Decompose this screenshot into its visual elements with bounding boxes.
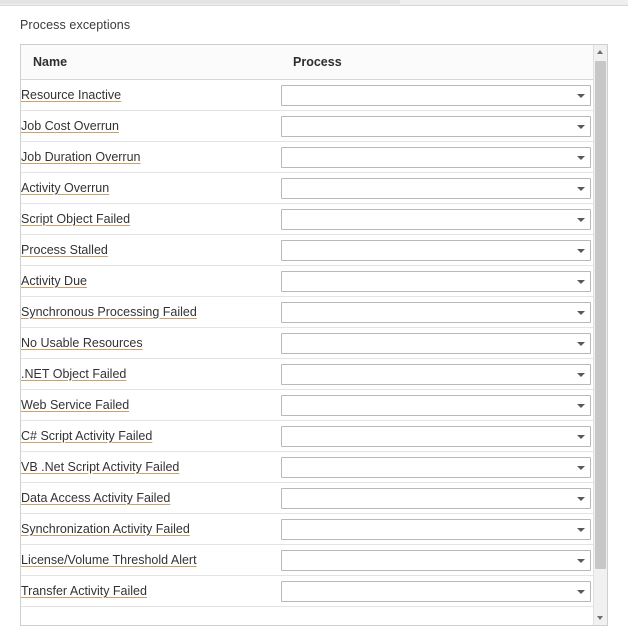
process-dropdown[interactable] bbox=[281, 147, 591, 168]
exception-name-cell bbox=[21, 483, 281, 514]
chevron-down-icon bbox=[577, 311, 585, 315]
chevron-down-icon bbox=[577, 249, 585, 253]
column-header-name: Name bbox=[21, 45, 281, 80]
process-select-cell bbox=[281, 297, 594, 328]
column-header-process: Process bbox=[281, 45, 594, 80]
process-select-cell bbox=[281, 452, 594, 483]
process-exceptions-grid bbox=[21, 45, 594, 625]
chevron-down-icon bbox=[577, 342, 585, 346]
process-select-cell bbox=[281, 483, 594, 514]
process-dropdown[interactable] bbox=[281, 240, 591, 261]
process-dropdown[interactable] bbox=[281, 426, 591, 447]
exception-name-cell bbox=[21, 514, 281, 545]
chevron-down-icon bbox=[577, 218, 585, 222]
exception-name-link[interactable]: Job Duration Overrun bbox=[21, 150, 141, 164]
scroll-up-button[interactable] bbox=[594, 45, 607, 59]
chevron-down-icon bbox=[577, 435, 585, 439]
exception-name-cell bbox=[21, 576, 281, 607]
exception-name-link[interactable]: Activity Due bbox=[21, 274, 87, 288]
table-row bbox=[21, 483, 594, 514]
exception-name-cell bbox=[21, 297, 281, 328]
process-dropdown[interactable] bbox=[281, 85, 591, 106]
process-select-cell bbox=[281, 328, 594, 359]
exception-name-cell bbox=[21, 80, 281, 111]
table-row bbox=[21, 80, 594, 111]
exception-name-cell bbox=[21, 328, 281, 359]
process-dropdown[interactable] bbox=[281, 395, 591, 416]
exception-name-link[interactable]: Data Access Activity Failed bbox=[21, 491, 171, 505]
process-select-cell bbox=[281, 545, 594, 576]
chevron-down-icon bbox=[597, 616, 603, 620]
exception-name-link[interactable]: Synchronous Processing Failed bbox=[21, 305, 197, 319]
process-dropdown[interactable] bbox=[281, 302, 591, 323]
process-select-cell bbox=[281, 514, 594, 545]
table-row bbox=[21, 452, 594, 483]
exception-name-cell bbox=[21, 545, 281, 576]
exception-name-cell bbox=[21, 266, 281, 297]
exception-name-cell bbox=[21, 173, 281, 204]
process-select-cell bbox=[281, 235, 594, 266]
scroll-down-button[interactable] bbox=[594, 611, 607, 625]
scrollbar-thumb[interactable] bbox=[595, 61, 606, 569]
process-dropdown[interactable] bbox=[281, 581, 591, 602]
process-select-cell bbox=[281, 80, 594, 111]
process-select-cell bbox=[281, 266, 594, 297]
process-dropdown[interactable] bbox=[281, 178, 591, 199]
exception-name-link[interactable]: Synchronization Activity Failed bbox=[21, 522, 190, 536]
process-dropdown[interactable] bbox=[281, 116, 591, 137]
exception-name-cell bbox=[21, 452, 281, 483]
table-row bbox=[21, 297, 594, 328]
process-dropdown[interactable] bbox=[281, 209, 591, 230]
process-dropdown[interactable] bbox=[281, 333, 591, 354]
chevron-down-icon bbox=[577, 125, 585, 129]
table-row bbox=[21, 514, 594, 545]
exception-name-link[interactable]: Script Object Failed bbox=[21, 212, 131, 226]
window-top-strip-inner bbox=[0, 0, 400, 4]
exception-name-cell bbox=[21, 235, 281, 266]
exception-name-link[interactable]: Transfer Activity Failed bbox=[21, 584, 147, 598]
grid-vertical-scrollbar[interactable] bbox=[593, 45, 607, 625]
table-row bbox=[21, 328, 594, 359]
chevron-down-icon bbox=[577, 156, 585, 160]
process-select-cell bbox=[281, 390, 594, 421]
chevron-down-icon bbox=[577, 187, 585, 191]
process-dropdown[interactable] bbox=[281, 488, 591, 509]
process-dropdown[interactable] bbox=[281, 457, 591, 478]
exception-name-link[interactable]: Resource Inactive bbox=[21, 88, 122, 102]
chevron-down-icon bbox=[577, 559, 585, 563]
exception-name-link[interactable]: No Usable Resources bbox=[21, 336, 143, 350]
window-top-strip bbox=[0, 0, 628, 6]
process-select-cell bbox=[281, 421, 594, 452]
exception-name-cell bbox=[21, 204, 281, 235]
chevron-down-icon bbox=[577, 94, 585, 98]
process-dropdown[interactable] bbox=[281, 271, 591, 292]
table-row bbox=[21, 421, 594, 452]
exception-name-link[interactable]: Process Stalled bbox=[21, 243, 108, 257]
process-select-cell bbox=[281, 576, 594, 607]
process-dropdown[interactable] bbox=[281, 550, 591, 571]
exception-name-cell bbox=[21, 111, 281, 142]
chevron-down-icon bbox=[577, 373, 585, 377]
exception-name-cell bbox=[21, 359, 281, 390]
process-dropdown[interactable] bbox=[281, 364, 591, 385]
chevron-down-icon bbox=[577, 280, 585, 284]
table-row bbox=[21, 545, 594, 576]
exception-name-cell bbox=[21, 421, 281, 452]
process-select-cell bbox=[281, 204, 594, 235]
chevron-down-icon bbox=[577, 404, 585, 408]
table-row bbox=[21, 266, 594, 297]
table-row bbox=[21, 390, 594, 421]
exception-name-link[interactable]: License/Volume Threshold Alert bbox=[21, 553, 197, 567]
exception-name-link[interactable]: .NET Object Failed bbox=[21, 367, 127, 381]
table-row bbox=[21, 173, 594, 204]
exception-name-link[interactable]: VB .Net Script Activity Failed bbox=[21, 460, 180, 474]
exception-name-cell bbox=[21, 142, 281, 173]
table-header-row bbox=[21, 45, 594, 80]
process-dropdown[interactable] bbox=[281, 519, 591, 540]
exception-name-link[interactable]: Job Cost Overrun bbox=[21, 119, 119, 133]
process-select-cell bbox=[281, 142, 594, 173]
process-select-cell bbox=[281, 359, 594, 390]
table-row bbox=[21, 142, 594, 173]
exception-name-link[interactable]: Web Service Failed bbox=[21, 398, 130, 412]
chevron-down-icon bbox=[577, 590, 585, 594]
chevron-down-icon bbox=[577, 528, 585, 532]
exception-name-link[interactable]: C# Script Activity Failed bbox=[21, 429, 153, 443]
table-row bbox=[21, 204, 594, 235]
chevron-down-icon bbox=[577, 497, 585, 501]
exception-name-link[interactable]: Activity Overrun bbox=[21, 181, 110, 195]
table-row bbox=[21, 359, 594, 390]
table-row bbox=[21, 576, 594, 607]
process-select-cell bbox=[281, 173, 594, 204]
exceptions-table bbox=[21, 45, 594, 607]
exception-name-cell bbox=[21, 390, 281, 421]
process-select-cell bbox=[281, 111, 594, 142]
table-row bbox=[21, 111, 594, 142]
chevron-up-icon bbox=[597, 50, 603, 54]
process-exceptions-panel bbox=[20, 44, 608, 626]
page-title: Process exceptions bbox=[20, 18, 131, 32]
chevron-down-icon bbox=[577, 466, 585, 470]
table-row bbox=[21, 235, 594, 266]
